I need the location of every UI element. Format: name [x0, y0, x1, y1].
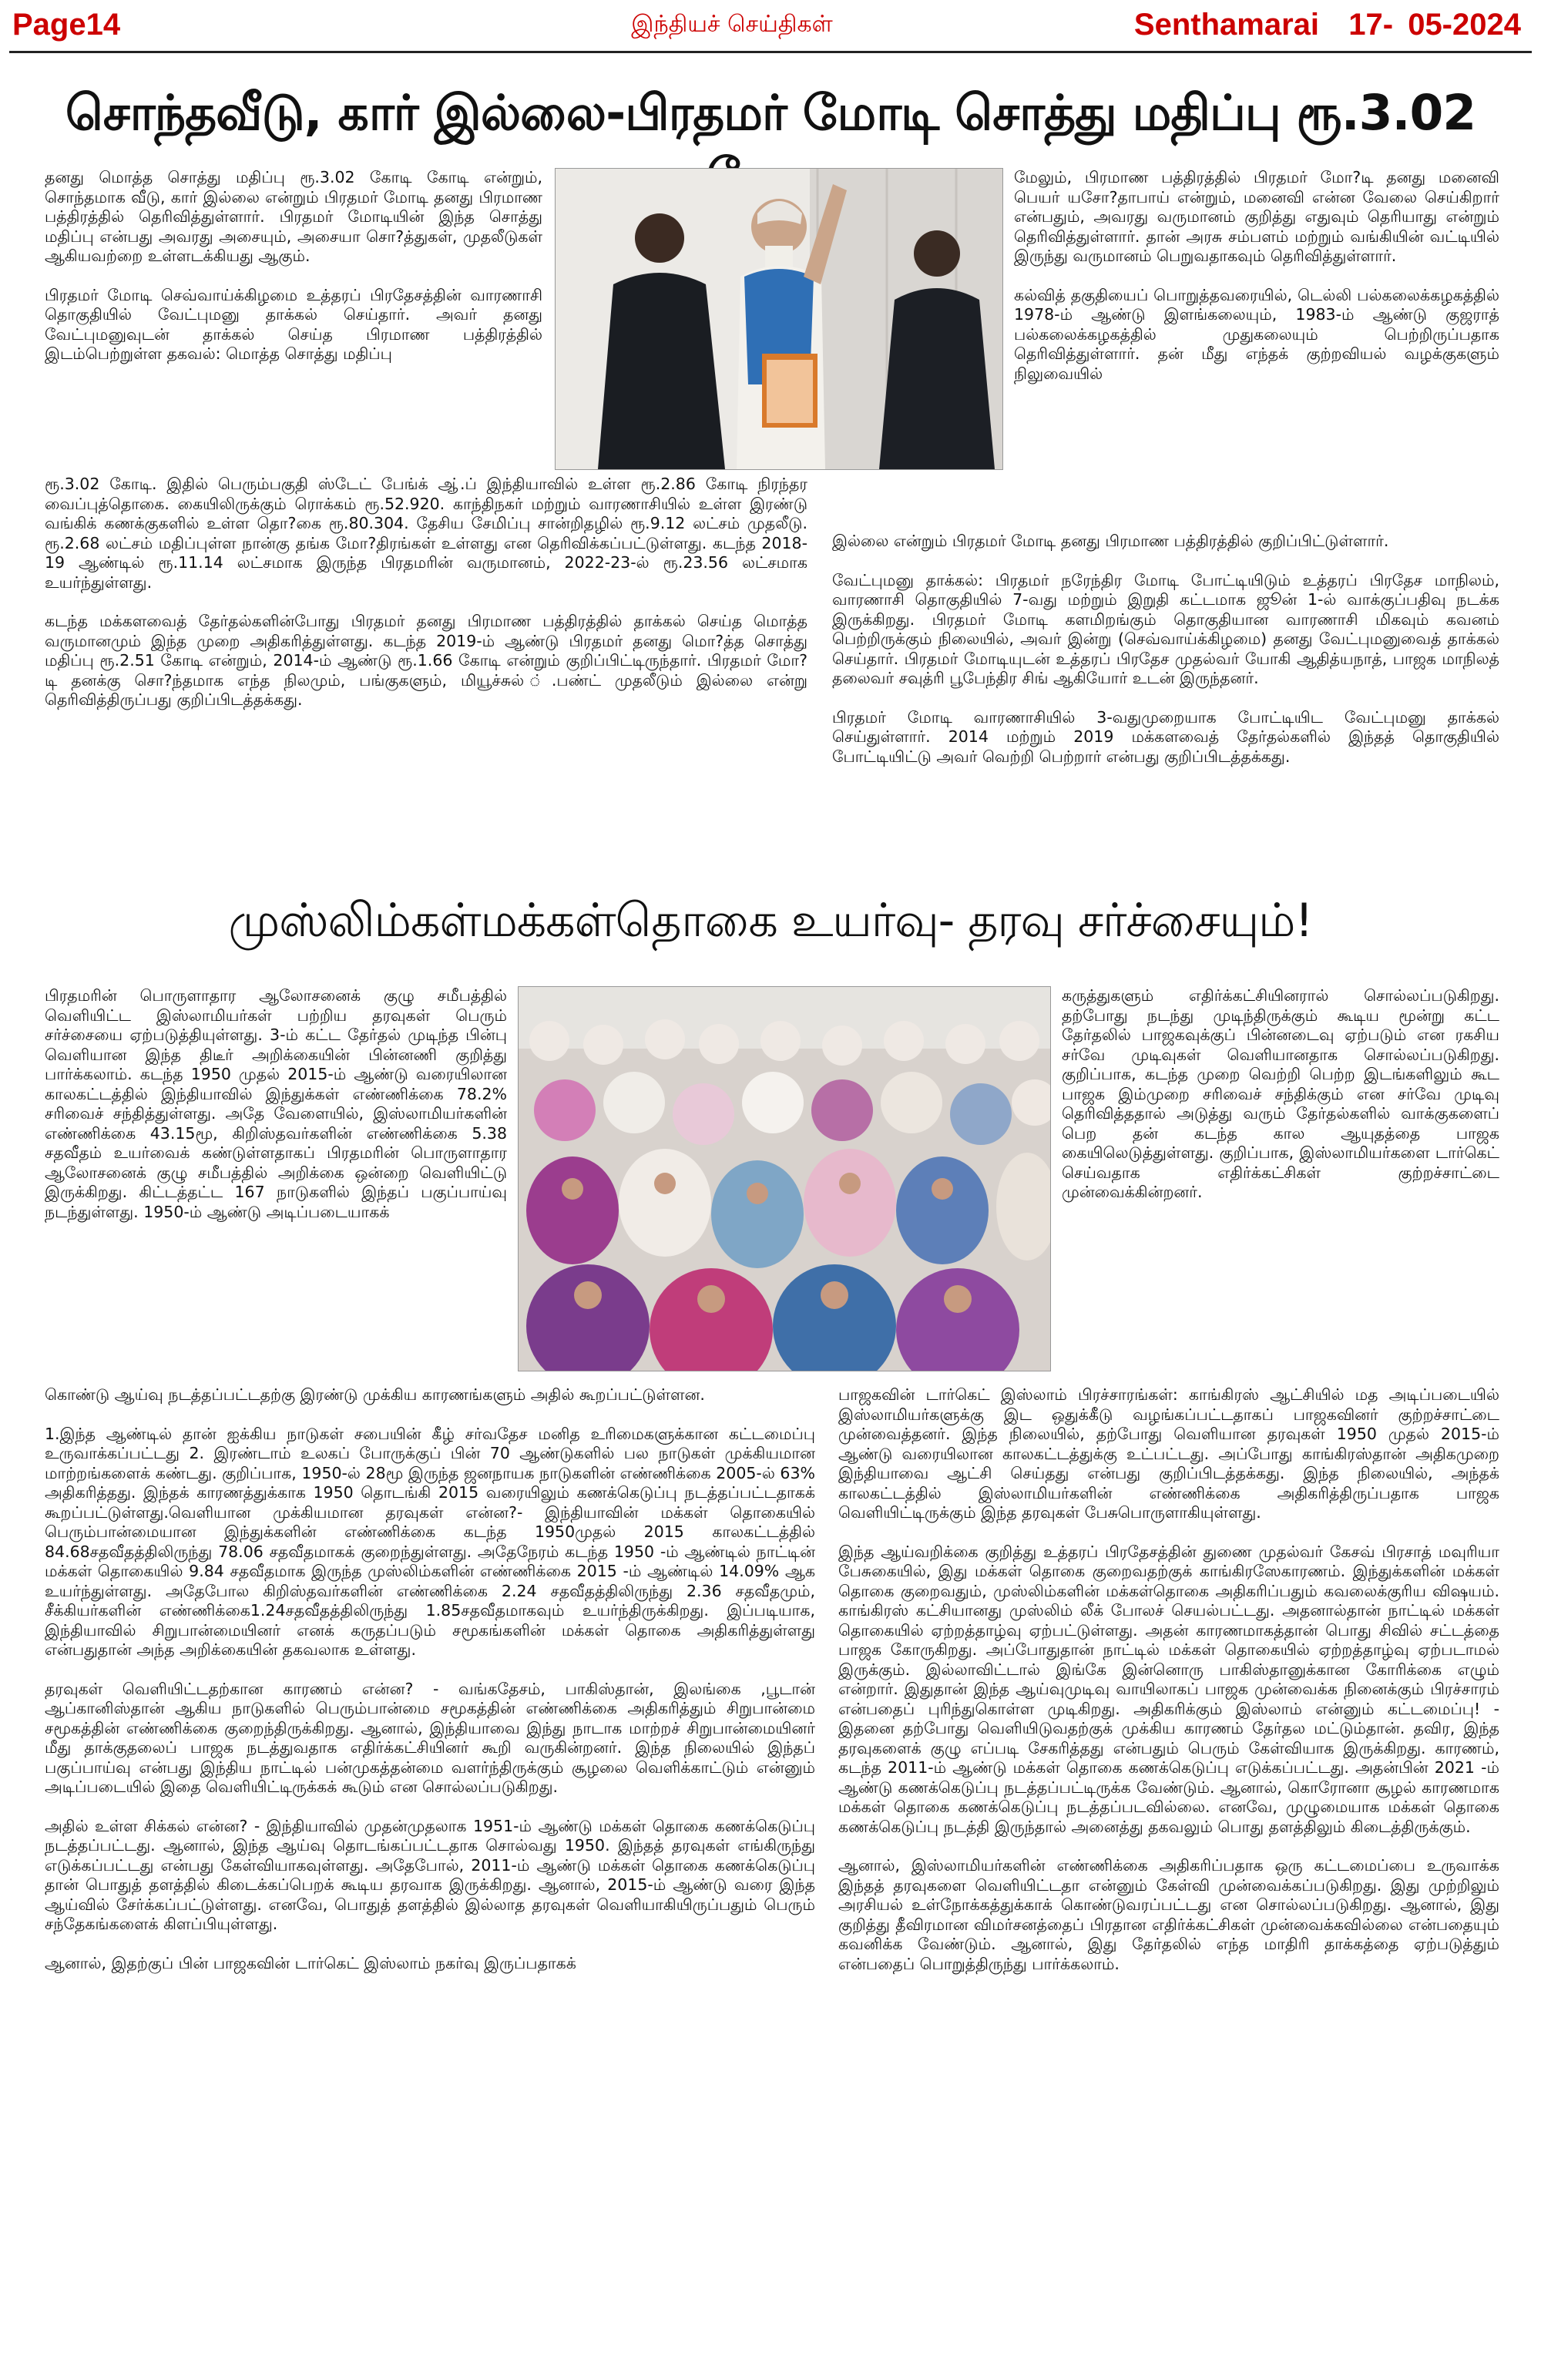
article2-left-column [45, 986, 507, 1222]
article2-paragraph: கொண்டு ஆய்வு நடத்தப்பட்டதற்கு இரண்டு முக்கிய காரணங்களும் அதில் கூறப்பட்டுள்ளன. [45, 1385, 705, 1404]
article1-right-wide [832, 532, 1499, 786]
article2-paragraph: தரவுகள் வெளியிட்டதற்கான காரணம் என்ன? - வங்கதேசம், பாகிஸ்தான், இலங்கை ,பூடான் ஆப்கானிஸ்தான் ஆகிய நாடுகளில் பெரும்பான்மை சமூகத்தின் எண்ணிக்கை அதிகரித்தும் சிறுபான்மை சமூகத்தின் எண்ணிக்கை குறைந்திருக்கிறது. ஆனால், இந்தியாவை இந்து நாடாக மாற்றச் சிறுபான்மையினர் மீது தாக்குதலைப் பாஜக நடத்துவதாக எதிர்க்கட்சியினர் கூறி வருகின்றனர். இந்த நிலையில் இந்தப் பகுப்பாய்வு என்பது இந்திய நாட்டில் பன்முகத்தன்மை வளர்ந்திருக்கும் சூழலை வெளிக்காட்டும் என்னும் அடிப்படையில் இதை வெளியிட்டிருக்கக் கூடும் என சொல்லப்படுகிறது. [45, 1679, 815, 1796]
article1-paragraph: வேட்புமனு தாக்கல்: பிரதமர் நரேந்திர மோடி போட்டியிடும் உத்தரப் பிரதேச மாநிலம், வாரணாசி தொகுதியில் 7-வது மற்றும் இறுதி கட்டமாக ஜூன் 1-ல் வாக்குப்பதிவு நடக்க இருக்கிறது. பிரதமர் மோடி களமிறங்கும் தொகுதியான வாரணாசி மிகவும் கவனம் பெற்றிருக்கும் நிலையில், அவர் இன்று (செவ்வாய்க்கிழமை) தனது வேட்புமனுவைத் தாக்கல் செய்தார். பிரதமர் மோடியுடன் உத்தரப் பிரதேச முதல்வர் யோகி ஆதித்யநாத், பாஜக மாநிலத் தலைவர் சவுத்ரி பூபேந்திர சிங் ஆகியோர் உடன் இருந்தனர். [832, 570, 1499, 687]
modi-photo-illustration [556, 169, 1002, 469]
article1-paragraph: தனது மொத்த சொத்து மதிப்பு ரூ.3.02 கோடி கோடி என்றும், சொந்தமாக வீடு, கார் இல்லை என்றும் பிரதமர் மோடி தனது பிரமாண பத்திரத்தில் தெரிவித்துள்ளார். பிரதமர் மோடியின் இந்த சொத்து மதிப்பு என்பது அவரது அசையும், அசையா சொ?த்துகள், முதலீடுகள் ஆகியவற்றை உள்ளடக்கியது ஆகும். [45, 168, 542, 265]
article1-paragraph: பிரதமர் மோடி செவ்வாய்க்கிழமை உத்தரப் பிரதேசத்தின் வாரணாசி தொகுதியில் வேட்புமனு தாக்கல் செய்தார். அவர் தனது வேட்புமனுவுடன் தாக்கல் செய்த பிரமாண பத்திரத்தில் இடம்பெற்றுள்ள தகவல்: மொத்த சொத்து மதிப்பு [45, 285, 542, 363]
article2-right-column [1062, 986, 1499, 1222]
page-header [0, 0, 1541, 54]
article2-paragraph: பிரதமரின் பொருளாதார ஆலோசனைக் குழு சமீபத்தில் வெளியிட்ட இஸ்லாமியர்கள் பற்றிய தரவுகள் பெரும் சர்ச்சையை ஏற்படுத்தியுள்ளது. 3-ம் கட்ட தேர்தல் முடிந்த பின்பு வெளியான இந்த திடீர் அறிக்கையின் பின்னணி குறித்து பார்க்கலாம். கடந்த 1950 முதல் 2015-ம் ஆண்டு வரையிலான காலகட்டத்தில் இந்தியாவில் இந்துக்கள் எண்ணிக்கை 78.2% சரிவைச் சந்தித்துள்ளது. அதே வேளையில், இஸ்லாமியர்களின் எண்ணிக்கை 43.15மூ, கிறிஸ்தவர்களின் எண்ணிக்கை 5.38 சதவீதம் உயர்வைக் கண்டுள்ளதாகப் பிரதமரின் பொருளாதார ஆலோசனைக் குழு சமீபத்தில் அறிக்கை ஒன்றை வெளியிட்டு இருக்கிறது. கிட்டத்தட்ட 167 நாடுகளில் இந்தப் பகுப்பாய்வு நடந்துள்ளது. 1950-ம் ஆண்டு அடிப்படையாகக் [45, 986, 507, 1221]
article1-headline: சொந்தவீடு, கார் இல்லை-பிரதமர் மோடி சொத்து மதிப்பு ரூ.3.02 [65, 85, 1476, 141]
article1-paragraph: ரூ.3.02 கோடி. இதில் பெரும்பகுதி ஸ்டேட் பேங்க் ஆ்.ப் இந்தியாவில் உள்ள ரூ.2.86 கோடி நிரந்தர வைப்புத்தொகை. கையிலிருக்கும் ரொக்கம் ரூ.52.920. காந்திநகர் மற்றும் வாரணாசியில் உள்ள இரண்டு வங்கிக் கணக்குகளில் உள்ள தொ?கை ரூ.80.304. தேசிய சேமிப்பு சான்றிதழில் ரூ.9.12 லட்சம் முதலீடு. ரூ.2.68 லட்சம் மதிப்புள்ள நான்கு தங்க மோ?திரங்கள் உள்ளது என தெரிவிக்கப்பட்டுள்ளது. கடந்த 2018-19 ஆண்டில் ரூ.11.14 லட்சமாக இருந்த பிரதமரின் வருமானம், 2022-23-ல் ரூ.23.56 லட்சமாக உயர்ந்துள்ளது. [45, 475, 807, 592]
article2-paragraph: அதில் உள்ள சிக்கல் என்ன? - இந்தியாவில் முதன்முதலாக 1951-ம் ஆண்டு மக்கள் தொகை கணக்கெடுப்பு நடத்தப்பட்டது. ஆனால், இந்த ஆய்வு தொடங்கப்பட்டதாக சொல்வது 1950. இந்தத் தரவுகள் எங்கிருந்து எடுக்கப்பட்டது என்பது கேள்வியாகவுள்ளது. அதேபோல், 2011-ம் ஆண்டு மக்கள் தொகை கணக்கெடுப்பு தான் பொதுத் தளத்தில் கிடைக்கப்பெறக் கூடிய தரவாக இருக்கிறது. ஆனால், 2015-ம் ஆண்டு வரை இந்த ஆய்வில் சேர்க்கப்பட்டுள்ளது. எனவே, பொதுத் தளத்தில் இல்லாத தரவுகள் வெளியாகியிருப்பதும் பெரும் சந்தேகங்களைக் கிளப்பியுள்ளது. [45, 1816, 815, 1933]
article1-right-column [1014, 168, 1499, 384]
article2-right-lower [838, 1385, 1499, 1993]
modi-photo [555, 168, 1003, 470]
article1-paragraph: இல்லை என்றும் பிரதமர் மோடி தனது பிரமாண பத்திரத்தில் குறிப்பிட்டுள்ளார். [832, 532, 1389, 550]
article2-headline: முஸ்லிம்கள்மக்கள்தொகை உயர்வு- தரவு சர்ச்சையும்! [228, 894, 1313, 948]
article1-left-wide [45, 475, 807, 730]
article2-paragraph: ஆனால், இஸ்லாமியர்களின் எண்ணிக்கை அதிகரிப்பதாக ஒரு கட்டமைப்பை உருவாக்க இந்தத் தரவுகளை வெளியிட்டதா என்னும் கேள்வி முன்வைக்கப்படுகிறது. இது முற்றிலும் அரசியல் உள்நோக்கத்துக்காக் கொண்டுவரப்பட்டது என சொல்லப்படுகிறது. ஆனால், இது குறித்து தீவிரமான விமர்சனத்தைப் பிரதான எதிர்க்கட்சிகள் முன்வைக்கவில்லை என்பதையும் கவனிக்க வேண்டும். ஆனால், இது தேர்தலில் எந்த மாதிரி தாக்கத்தை ஏற்படுத்தும் என்பதைப் பொறுத்திருந்து பார்க்கலாம். [838, 1856, 1499, 1973]
article1-paragraph: கடந்த மக்களவைத் தேர்தல்களின்போது பிரதமர் தனது பிரமாண பத்திரத்தில் தாக்கல் செய்த மொத்த வருமானமும் இந்த முறை அதிகரித்துள்ளது. கடந்த 2019-ம் ஆண்டு பிரதமர் தனது மொ?த்த சொத்து மதிப்பு ரூ.2.51 கோடி என்றும், 2014-ம் ஆண்டு ரூ.1.66 கோடி என்றும் குறிப்பிட்டிருந்தார். பிரதமர் மோ?டி தனக்கு சொ?ந்தமாக எந்த நிலமும், பங்குகளும், மியூச்சுல் ்.பண்ட் முதலீடும் இல்லை என்று தெரிவித்திருப்பது குறிப்பிடத்தக்கது. [45, 612, 807, 709]
article2-left-lower [45, 1385, 815, 1992]
crowd-photo [518, 986, 1051, 1371]
article2-paragraph: பாஜகவின் டார்கெட் இஸ்லாம் பிரச்சாரங்கள்: காங்கிரஸ் ஆட்சியில் மத அடிப்படையில் இஸ்லாமியர்களுக்கு இட ஒதுக்கீடு வழங்கப்பட்டதாகப் பாஜகவினர் குற்றச்சாட்டை முன்வைத்தனர். இந்த நிலையில், தற்போது வெளியான தரவுகள் 1950 முதல் 2015-ம் ஆண்டு வரையிலான காலகட்டத்துக்கு உட்பட்டது. அப்போது காங்கிரஸ்தான் அதிகமுறை இந்தியாவை ஆட்சி செய்தது என்பது குறிப்பிடத்தக்கது. இந்த நிலையில், அந்தக் காலகட்டத்தில் இஸ்லாமியர்களின் எண்ணிக்கை அதிகரித்திருப்பதாக பாஜக வெளியிட்டிருக்கும் இந்த தரவுகள் பேசுபொருளாகியுள்ளது. [838, 1385, 1499, 1522]
masthead-name: Senthamarai [1133, 8, 1320, 42]
article1-paragraph: கல்வித் தகுதியைப் பொறுத்தவரையில், டெல்லி பல்கலைக்கழகத்தில் 1978-ம் ஆண்டு இளங்கலையும், 1983-ம் ஆண்டு குஜராத் பல்கலைக்கழகத்தில் முதுகலையும் பெற்றிருப்பதாக தெரிவித்துள்ளார். தன் மீது எந்தக் குற்றவியல் வழக்குகளும் நிலுவையில் [1014, 285, 1499, 383]
article2-paragraph: ஆனால், இதற்குப் பின் பாஜகவின் டார்கெட் இஸ்லாம் நகர்வு இருப்பதாகக் [45, 1953, 576, 1972]
masthead [1134, 8, 1521, 42]
article2-paragraph: கருத்துகளும் எதிர்க்கட்சியினரால் சொல்லப்படுகிறது. தற்போது நடந்து முடிந்திருக்கும் கூடிய மூன்று கட்ட தேர்தலில் பாஜகவுக்குப் பின்னடைவு ஏற்படும் என ரகசிய சர்வே முடிவுகள் வெளியானதாக சொல்லப்படுகிறது. குறிப்பாக, கடந்த முறை வெற்றி பெற்ற இடங்களிலும் கூட பாஜக இம்முறை சரிவைச் சந்திக்கும் என சர்வே முடிவு தெரிவித்ததால் அடுத்து வரும் தேர்தல்களில் வாக்குகளைப் பெற தன் கடந்த கால ஆயுதத்தை பாஜக கையிலெடுத்துள்ளது. குறிப்பாக, இஸ்லாமியர்களை டார்கெட் செய்வதாக எதிர்க்கட்சிகள் குற்றச்சாட்டை முன்வைக்கின்றனர். [1062, 986, 1499, 1201]
article2-paragraph: இந்த ஆய்வறிக்கை குறித்து உத்தரப் பிரதேசத்தின் துணை முதல்வர் கேசவ் பிரசாத் மவுரியா பேசுகையில், இது மக்கள் தொகை குறைவதற்குக் காங்கிரஸேகாரணம். இந்துக்களின் மக்கள் தொகை குறைவதும், முஸ்லிம்களின் மக்கள்தொகை அதிகரிப்பதும் கவலைக்குரிய விஷயம். காங்கிரஸ் கட்சியானது முஸ்லிம் லீக் போலச் செயல்பட்டது. அதனால்தான் நாட்டில் மக்கள் தொகையில் ஏற்றத்தாழ்வு ஏற்பட்டுள்ளது. அதன் காரணமாகத்தான் பொது சிவில் சட்டத்தை பாஜக கோருகிறது. அப்போதுதான் நாட்டில் மக்கள் தொகையில் ஏற்றத்தாழ்வு ஏற்படாமல் இருக்கும். இல்லாவிட்டால் இங்கே இன்னொரு பாகிஸ்தானுக்கான கோரிக்கை எழும் என்றார். இதுதான் இந்த ஆய்வுமுடிவு வாயிலாகப் பாஜக முன்வைக்க நினைக்கும் பிரச்சாரம் என்பதைப் புரிந்துகொள்ள முடிகிறது. அதிகரிக்கும் இஸ்லாம் என்னும் கட்டமைப்பு! - இதனை தற்போது வெளியிடுவதற்குக் முக்கிய காரணம் தேர்தல மட்டும்தான். தவிர, இந்த தரவுகளைக் குழு எப்படி சேகரித்தது என்பதும் பெரும் கேள்வியாக இருக்கிறது. காரணம், கடந்த 2011-ம் ஆண்டு மக்கள் தொகை கணக்கெடுப்பு எடுக்கப்பட்டது. அதன்பின் 2021 -ம் ஆண்டு கணக்கெடுப்பு நடத்தப்பட்டிருக்க வேண்டும். ஆனால், கொரோனா சூழல் காரணமாக மக்கள் தொகை கணக்கெடுப்பு நடத்தப்படவில்லை. எனவே, முழுமையாக மக்கள் தொகை கணக்கெடுப்பு நடத்தி இருந்தால் அனைத்து தகவலும் பொது தளத்திலும் கிடைத்திருக்கும். [838, 1542, 1499, 1836]
article1-paragraph: பிரதமர் மோடி வாரணாசியில் 3-வதுமுறையாக போட்டியிட வேட்புமனு தாக்கல் செய்துள்ளார். 2014 மற்றும் 2019 மக்களவைத் தேர்தல்களில் இந்தத் தொகுதியில் போட்டியிட்டு அவர் வெற்றி பெற்றார் என்பது குறிப்பிடத்தக்கது. [832, 707, 1499, 766]
crowd-photo-illustration [519, 987, 1050, 1371]
article1-paragraph: மேலும், பிரமாண பத்திரத்தில் பிரதமர் மோ?டி தனது மனைவி பெயர் யசோ?தாபாய் என்றும், மனைவி என்ன வேலை செய்கிறார் என்பதும், அவரது வருமானம் குறித்து எதுவும் தெரியாது என்றும் தெரிவித்துள்ளார். தான் அரசு சம்பளம் மற்றும் வங்கியின் வட்டியில் இருந்து வருமானம் பெறுவதாகவும் தெரிவித்துள்ளார். [1014, 168, 1499, 265]
header-rule [9, 51, 1532, 53]
issue-date: 17- 05-2024 [1348, 8, 1521, 42]
section-name: இந்தியச் செய்திகள் [631, 11, 833, 38]
page-number: Page14 [12, 8, 121, 42]
article1-left-column [45, 168, 542, 384]
article2-paragraph: 1.இந்த ஆண்டில் தான் ஐக்கிய நாடுகள் சபையின் கீழ் சர்வதேச மனித உரிமைகளுக்கான கட்டமைப்பு உருவாக்கப்பட்டது 2. இரண்டாம் உலகப் போருக்குப் பின் 70 ஆண்டுகளில் பல நாடுகள் முக்கியமான மாற்றங்களைக் கண்டது. குறிப்பாக, 1950-ல் 28மூ இருந்த ஜனநாயக நாடுகளின் எண்ணிக்கை 2005-ல் 63% அதிகரித்தது. இந்தக் காரணத்துக்காக 1950 தொடங்கி 2015 வரையிலும் கணக்கெடுப்பு நடத்தப்பட்டதாகக் கூறப்பட்டுள்ளது.வெளியான முக்கியமான தரவுகள் என்ன?- இந்தியாவின் மக்கள் தொகையில் பெரும்பான்மையான இந்துக்களின் எண்ணிக்கை கடந்த 1950முதல் 2015 காலகட்டத்தில் 84.68சதவீதத்திலிருந்து 78.06 சதவீதமாகக் குறைந்துள்ளது. அதேநேரம் கடந்த 1950 -ம் ஆண்டில் நாட்டின் மக்கள் தொகையில் 9.84 சதவீதமாக இருந்த முஸ்லிம்களின் எண்ணிக்கை 2015 -ம் ஆண்டில் 14.09% ஆக உயர்ந்துள்ளது. அதேபோல கிறிஸ்தவர்களின் எண்ணிக்கை 2.24 சதவீதத்திலிருந்து 2.36 சதவீதமும், சீக்கியர்களின் எண்ணிக்கை1.24சதவீதத்திலிருந்து 1.85சதவீதமாகவும் உயர்ந்திருக்கிறது. இப்படியாக, இந்தியாவில் சிறுபான்மையினர் எனக் கருதப்படும் சமூகங்களின் மக்கள் தொகை அதிகரித்துள்ளது என்பதுதான் அந்த அறிக்கையின் தகவலாக உள்ளது. [45, 1424, 815, 1659]
